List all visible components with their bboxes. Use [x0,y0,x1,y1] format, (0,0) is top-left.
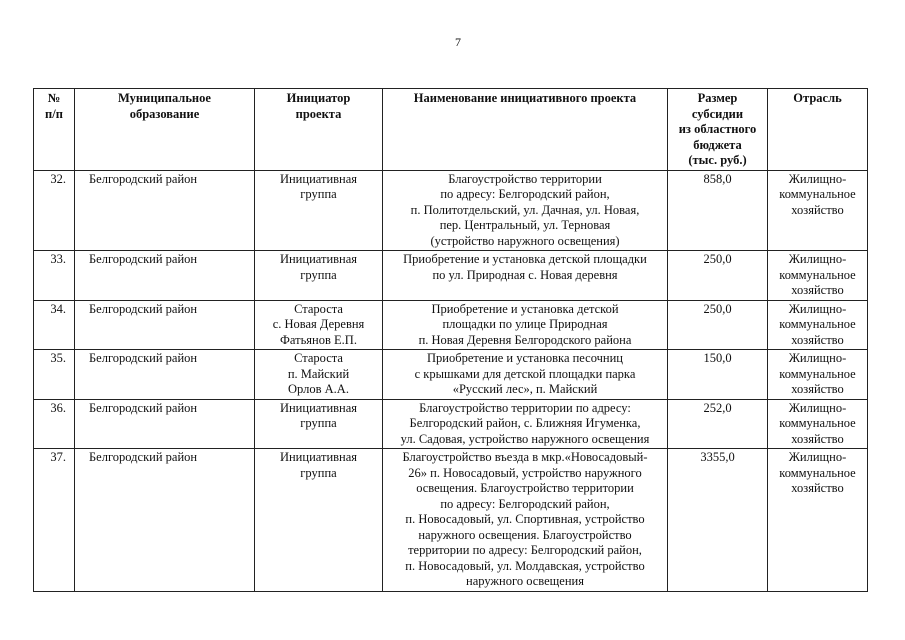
row-num: 36. [34,399,75,449]
row-subsidy: 858,0 [668,170,768,251]
row-municipality: Белгородский район [75,300,255,350]
row-initiator: Староста с. Новая Деревня Фатьянов Е.П. [255,300,383,350]
row-sector: Жилищно- коммунальное хозяйство [768,399,868,449]
row-num: 35. [34,350,75,400]
row-sector: Жилищно- коммунальное хозяйство [768,251,868,301]
row-municipality: Белгородский район [75,251,255,301]
row-subsidy: 250,0 [668,251,768,301]
table-row [34,170,868,251]
header-project: Наименование инициативного проекта [383,89,668,171]
row-project: Благоустройство территории по адресу: Белгородский район, с. Ближняя Игуменка, ул. Садовая, устройство наружного освещения [383,399,668,449]
row-initiator: Инициативная группа [255,399,383,449]
table-row [34,300,868,350]
header-initiator: Инициатор проекта [255,89,383,171]
row-initiator: Инициативная группа [255,449,383,592]
row-initiator: Инициативная группа [255,251,383,301]
header-municipality: Муниципальное образование [75,89,255,171]
table-row [34,350,868,400]
row-municipality: Белгородский район [75,170,255,251]
row-sector: Жилищно- коммунальное хозяйство [768,449,868,592]
row-num: 37. [34,449,75,592]
row-sector: Жилищно- коммунальное хозяйство [768,300,868,350]
row-project: Благоустройство въезда в мкр.«Новосадовый- 26» п. Новосадовый, устройство наружного освещения. Благоустройство территории по адресу: Белгородский район, п. Новосадовый, ул. Спортивная, устройство наружного освещения. Благоустройство территории по адресу: Белгородский район, п. Новосадовый, ул. Молдавская, устройство наружного освещения [383,449,668,592]
row-sector: Жилищно- коммунальное хозяйство [768,350,868,400]
row-num: 34. [34,300,75,350]
header-sector: Отрасль [768,89,868,171]
header-subsidy: Размер субсидии из областного бюджета (тыс. руб.) [668,89,768,171]
row-project: Приобретение и установка детской площадки по ул. Природная с. Новая деревня [383,251,668,301]
table-row [34,251,868,301]
row-municipality: Белгородский район [75,399,255,449]
projects-table [33,88,868,592]
table-header-row [34,89,868,171]
row-sector: Жилищно- коммунальное хозяйство [768,170,868,251]
row-initiator: Староста п. Майский Орлов А.А. [255,350,383,400]
table-row [34,399,868,449]
row-subsidy: 250,0 [668,300,768,350]
row-subsidy: 3355,0 [668,449,768,592]
row-initiator: Инициативная группа [255,170,383,251]
row-project: Приобретение и установка песочниц с крышками для детской площадки парка «Русский лес», п. Майский [383,350,668,400]
row-num: 33. [34,251,75,301]
row-project: Благоустройство территории по адресу: Белгородский район, п. Политотдельский, ул. Дачная, ул. Новая, пер. Центральный, ул. Терновая (устройство наружного освещения) [383,170,668,251]
row-subsidy: 252,0 [668,399,768,449]
header-num: № п/п [34,89,75,171]
page-number: 7 [455,35,461,49]
row-municipality: Белгородский район [75,350,255,400]
table-row [34,449,868,592]
row-project: Приобретение и установка детской площадки по улице Природная п. Новая Деревня Белгородского района [383,300,668,350]
row-municipality: Белгородский район [75,449,255,592]
row-subsidy: 150,0 [668,350,768,400]
row-num: 32. [34,170,75,251]
